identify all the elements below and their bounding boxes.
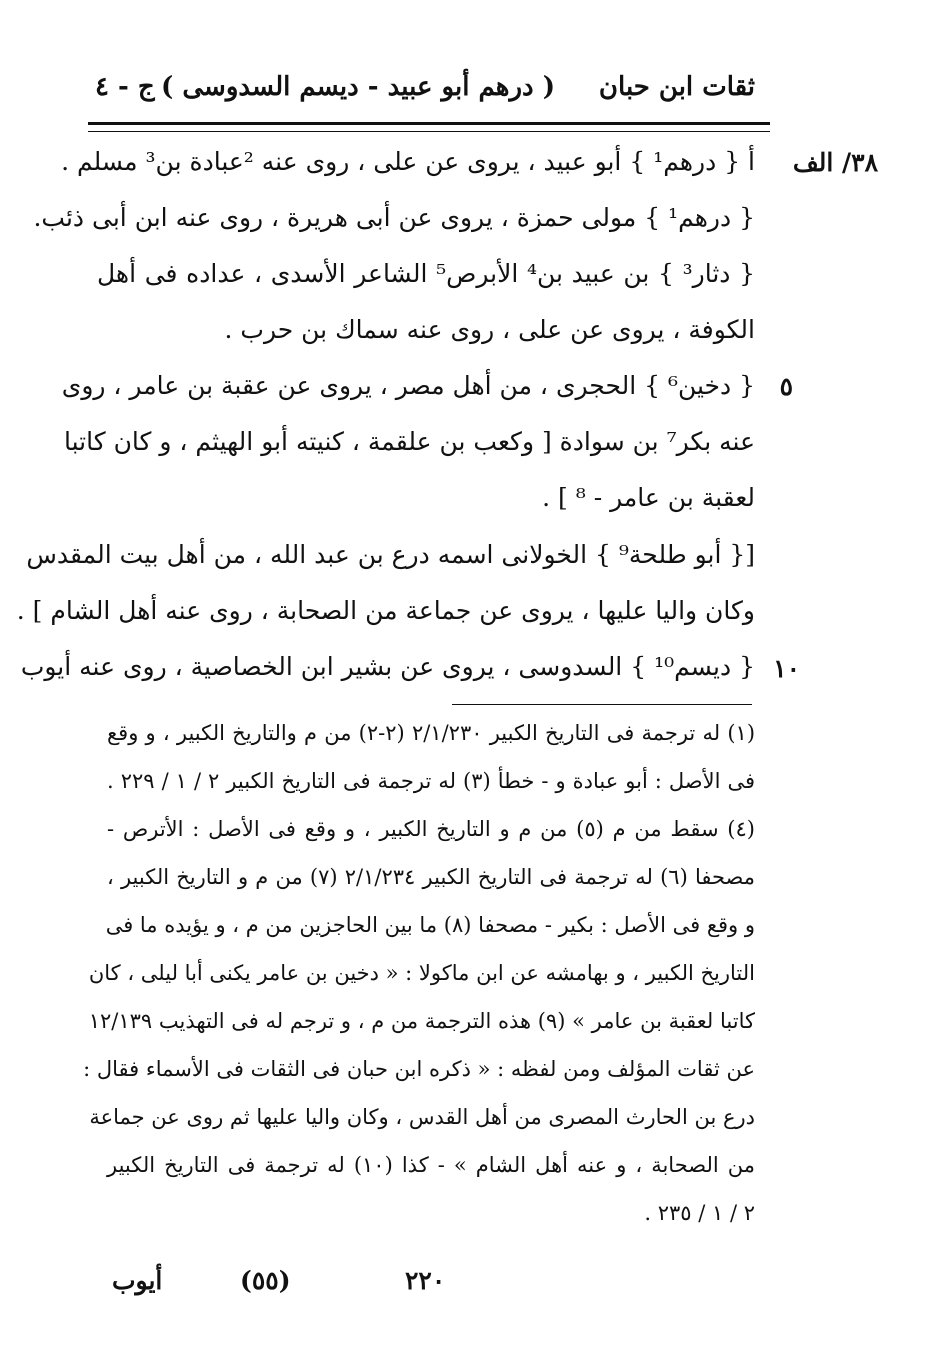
footnote-line: كاتبا لعقبة بن عامر » (٩) هذه الترجمة من م ، و ترجم له فى التهذيب ١٢/١٣٩ [88, 1009, 755, 1033]
body-line: { درهم¹ } مولى حمزة ، يروى عن أبى هريرة ، روى عنه ابن أبى ذئب. [33, 203, 755, 232]
body-line: عنه بكر⁷ بن سوادة [ وكعب بن علقمة ، كنيته أبو الهيثم ، و كان كاتبا [63, 427, 755, 456]
footnote-line: من الصحابة ، و عنه أهل الشام » - كذا (١٠) له ترجمة فى التاريخ الكبير [107, 1153, 755, 1177]
body-line: وكان واليا عليها ، يروى عن جماعة من الصحابة ، روى عنه أهل الشام ] . [16, 596, 755, 625]
line-number-5: ٥ [779, 372, 793, 401]
body-line: { دثار³ } بن عبيد بن⁴ الأبرص⁵ الشاعر الأسدى ، عداده فى أهل [97, 259, 755, 288]
body-line: [{ أبو طلحة⁹ } الخولانى اسمه درع بن عبد الله ، من أهل بيت المقدس [26, 540, 755, 569]
header-volume: ج - ٤ [95, 72, 155, 102]
footnote-line: فى الأصل : أبو عبادة و - خطأ (٣) له ترجمة فى التاريخ الكبير ٢ / ١ / ٢٢٩ . [107, 769, 755, 793]
footnote-line: درع بن الحارث المصرى من أهل القدس ، وكان واليا عليها ثم روى عن جماعة [89, 1105, 755, 1129]
header-rule [88, 122, 770, 132]
body-line: { دخين⁶ } الحجرى ، من أهل مصر ، يروى عن عقبة بن عامر ، روى [61, 371, 755, 400]
header-entry-range: ( درهم أبو عبيد - ديسم السدوسى ) [161, 72, 555, 102]
footnote-line: ٢ / ١ / ٢٣٥ . [644, 1201, 755, 1225]
footnote-line: و وقع فى الأصل : بكير - مصحفا (٨) ما بين الحاجزين من م ، و يؤيده ما فى [105, 913, 755, 937]
footnote-line: مصحفا (٦) له ترجمة فى التاريخ الكبير ٢/١/٢٣٤ (٧) من م و التاريخ الكبير ، [107, 865, 755, 889]
footnote-line: عن ثقات المؤلف ومن لفظه : « ذكره ابن حبان فى الثقات فى الأسماء فقال : [83, 1057, 755, 1081]
body-line: لعقبة بن عامر - ⁸ ] . [542, 483, 755, 512]
footnote-rule [452, 704, 752, 705]
folio-marker: ٣٨/ الف [792, 148, 878, 177]
footnote-line: (١) له ترجمة فى التاريخ الكبير ٢/١/٢٣٠ (٢-٢) من م والتاريخ الكبير ، و وقع [107, 721, 756, 745]
section-number: (٥٥) [240, 1266, 291, 1295]
body-line: أ { درهم¹ } أبو عبيد ، يروى عن على ، روى عنه ²عبادة بن³ مسلم . [61, 147, 755, 176]
running-header [95, 72, 755, 112]
body-line: الكوفة ، يروى عن على ، روى عنه سماك بن حرب . [224, 315, 755, 344]
catchword: أيوب [112, 1266, 163, 1295]
footnote-line: (٤) سقط من م (٥) من م و التاريخ الكبير ، و وقع فى الأصل : الأترص - [107, 817, 755, 841]
page-number: ٢٢٠ [405, 1266, 446, 1295]
footnote-line: التاريخ الكبير ، و بهامشه عن ابن ماكولا : « دخين بن عامر يكنى أبا ليلى ، كان [88, 961, 755, 985]
header-book-title: ثقات ابن حبان [598, 72, 755, 102]
line-number-10: ١٠ [773, 654, 800, 683]
body-line: { ديسم¹⁰ } السدوسى ، يروى عن بشير ابن الخصاصية ، روى عنه أيوب [20, 652, 755, 681]
